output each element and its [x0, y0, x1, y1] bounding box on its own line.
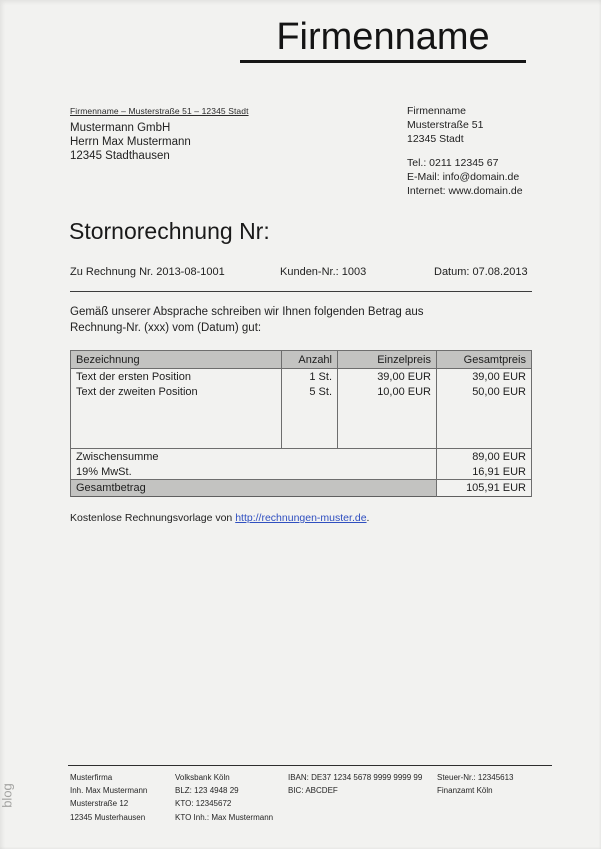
item-description: Text der ersten Position [71, 369, 282, 385]
blog-watermark: blog [0, 783, 15, 808]
footer-line: Musterstraße 12 [70, 799, 129, 809]
company-phone: Tel.: 0211 12345 67 [407, 157, 499, 169]
footer-line: 12345 Musterhausen [70, 812, 146, 822]
vat-label: 19% MwSt. [71, 464, 437, 480]
footer-line: KTO Inh.: Max Mustermann [175, 812, 274, 822]
footer-line: Inh. Max Mustermann [70, 786, 148, 796]
document-heading: Stornorechnung Nr: [69, 218, 270, 244]
item-quantity: 1 St. [282, 369, 338, 385]
footer-bank-block [175, 771, 273, 824]
item-total-price: 39,00 EUR [437, 369, 532, 385]
company-title: Firmenname [240, 15, 526, 63]
table-row [71, 384, 532, 399]
company-address-line: Musterstraße 51 [407, 119, 484, 131]
line-items-table [70, 350, 532, 497]
company-address-block [407, 104, 483, 146]
recipient-line: 12345 Stadthausen [70, 150, 170, 162]
table-empty-space [71, 399, 532, 449]
grand-total-label: Gesamtbetrag [71, 480, 437, 497]
footer-line: Musterfirma [70, 773, 113, 782]
company-email: E-Mail: info@domain.de [407, 171, 520, 183]
item-quantity: 5 St. [282, 384, 338, 399]
company-address-line: Firmenname [407, 105, 466, 117]
item-unit-price: 39,00 EUR [338, 369, 437, 385]
recipient-line: Mustermann GmbH [70, 122, 171, 134]
template-source-link[interactable]: http://rechnungen-muster.de [235, 512, 367, 524]
footer-line: BLZ: 123 4948 29 [175, 786, 239, 796]
table-row [71, 369, 532, 385]
reference-invoice-number: Zu Rechnung Nr. 2013-08-1001 [70, 266, 225, 278]
grand-total-value: 105,91 EUR [437, 480, 532, 497]
item-total-price: 50,00 EUR [437, 384, 532, 399]
footer-line: Finanzamt Köln [437, 786, 493, 796]
item-unit-price: 10,00 EUR [338, 384, 437, 399]
company-website: Internet: www.domain.de [407, 185, 523, 197]
recipient-address-block [70, 121, 191, 163]
footer-company-block [70, 771, 147, 824]
company-address-line: 12345 Stadt [407, 133, 464, 145]
customer-number: Kunden-Nr.: 1003 [280, 266, 367, 278]
intro-paragraph [70, 305, 490, 336]
vat-row [71, 464, 532, 480]
grand-total-row [71, 480, 532, 497]
footer-line: KTO: 12345672 [175, 799, 232, 809]
subtotal-row [71, 449, 532, 465]
sender-return-address: Firmenname – Musterstraße 51 – 12345 Stadt [70, 106, 249, 116]
item-description: Text der zweiten Position [71, 384, 282, 399]
footer-line: IBAN: DE37 1234 5678 9999 9999 99 [288, 773, 423, 782]
company-contact-block [407, 156, 523, 198]
reference-divider-line [70, 291, 532, 292]
footer-divider-line [68, 765, 552, 766]
footer-line: Volksbank Köln [175, 773, 230, 782]
footer-line: Steuer-Nr.: 12345613 [437, 773, 514, 782]
subtotal-value: 89,00 EUR [437, 449, 532, 465]
table-header-row [71, 351, 532, 369]
column-header-quantity: Anzahl [282, 351, 338, 369]
vat-value: 16,91 EUR [437, 464, 532, 480]
template-note [70, 512, 369, 524]
column-header-unit-price: Einzelpreis [338, 351, 437, 369]
intro-line: Rechnung-Nr. (xxx) vom (Datum) gut: [70, 321, 262, 334]
subtotal-label: Zwischensumme [71, 449, 437, 465]
intro-line: Gemäß unserer Absprache schreiben wir Ihnen folgenden Betrag aus [70, 306, 424, 318]
footer-tax-block [437, 771, 514, 797]
template-note-suffix: . [366, 512, 370, 524]
recipient-line: Herrn Max Mustermann [70, 136, 191, 148]
footer-line: BIC: ABCDEF [288, 786, 338, 796]
column-header-description: Bezeichnung [71, 351, 282, 369]
template-note-text: Kostenlose Rechnungsvorlage von [70, 512, 236, 524]
footer-iban-block [288, 771, 422, 797]
column-header-total-price: Gesamtpreis [437, 351, 532, 369]
document-date: Datum: 07.08.2013 [434, 266, 528, 278]
